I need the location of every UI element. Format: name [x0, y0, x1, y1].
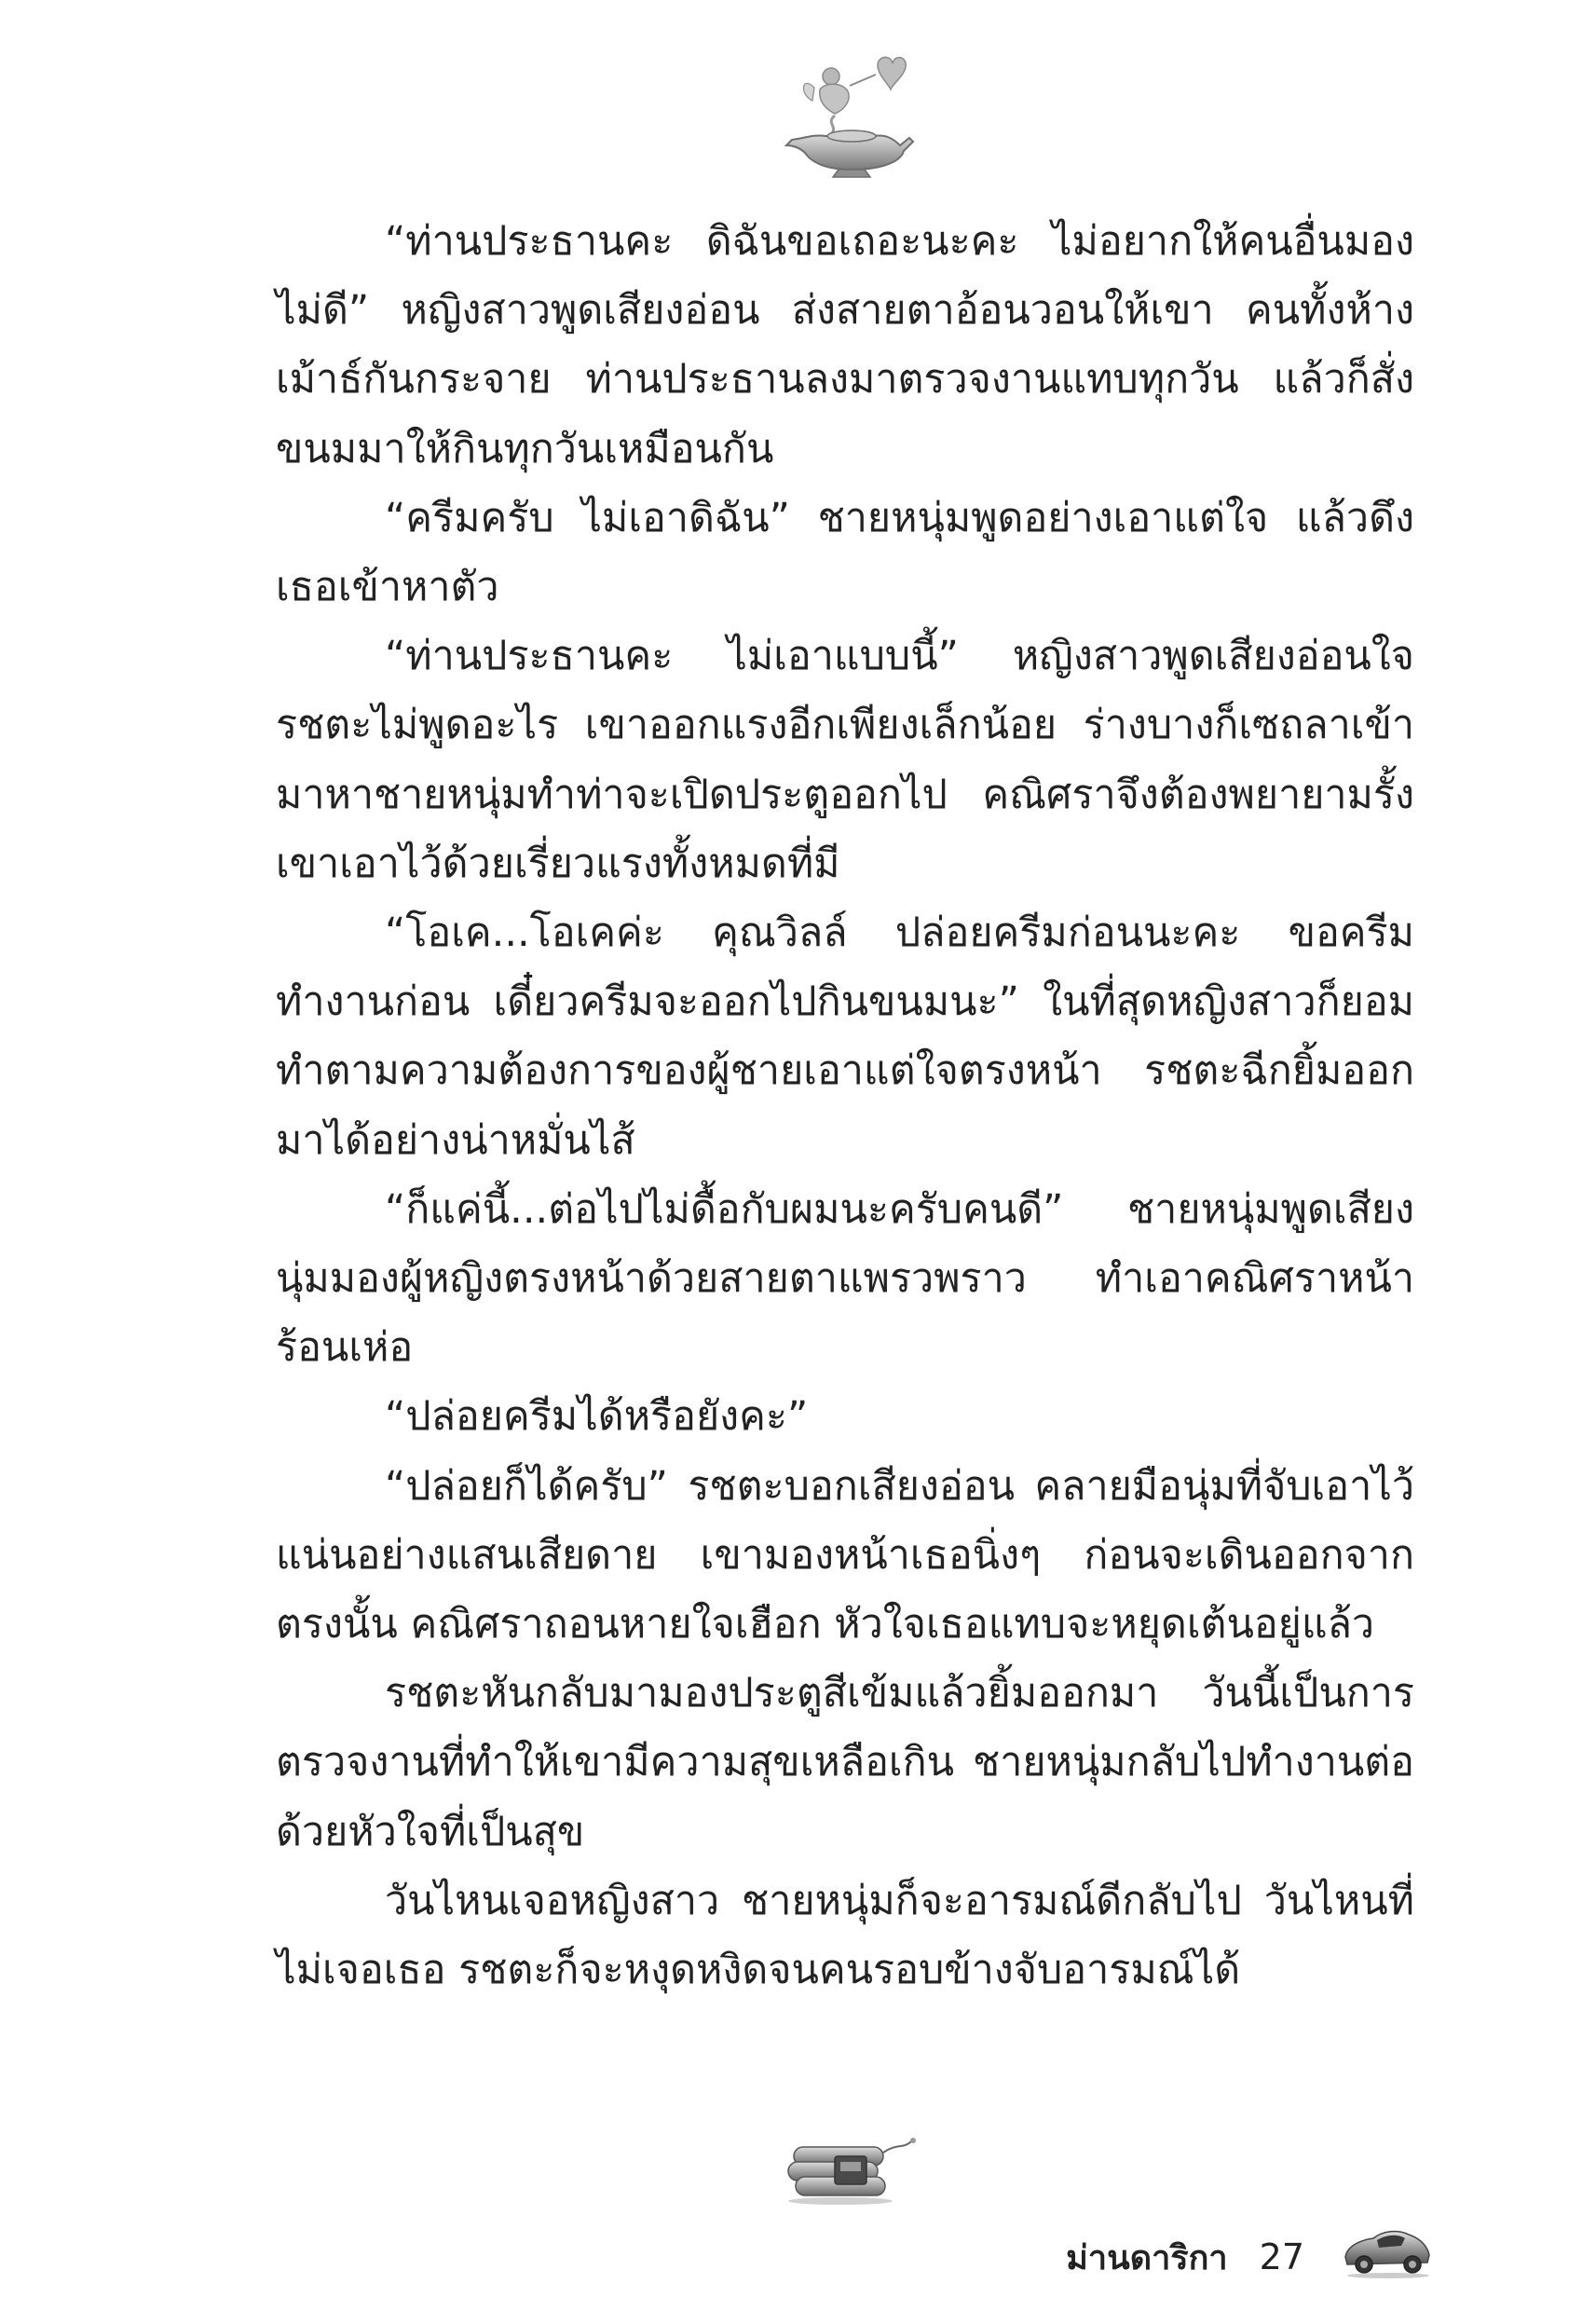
- paragraph: “ก็แค่นี้...ต่อไปไม่ดื้อกับผมนะครับคนดี” ชายหนุ่มพูดเสียงนุ่มมองผู้หญิงตรงหน้าด้วยสายตาแพรวพราว ทำเอาคณิศราหน้าร้อนเห่อ: [276, 1185, 1414, 1372]
- author-name: ม่านดาริกา: [1066, 2238, 1228, 2277]
- paragraph: “ครีมครับ ไม่เอาดิฉัน” ชายหนุ่มพูดอย่างเอาแต่ใจ แล้วดึงเธอเข้าหาตัว: [276, 494, 1414, 611]
- bomb-icon: [775, 2134, 924, 2207]
- page-number: 27: [1259, 2236, 1304, 2277]
- genie-lamp-icon: [773, 48, 922, 179]
- paragraph: “ท่านประธานคะ ไม่เอาแบบนี้” หญิงสาวพูดเสียงอ่อนใจ รชตะไม่พูดอะไร เขาออกแรงอีกเพียงเล็กน้อย ร่างบางก็เซถลาเข้ามาหาชายหนุ่มทำท่าจะเปิดประตูออกไป คณิศราจึงต้องพยายามรั้งเขาเอาไว้ด้วยเรี่ยวแรงทั้งหมดที่มี: [276, 633, 1414, 887]
- paragraph: “ปล่อยก็ได้ครับ” รชตะบอกเสียงอ่อน คลายมือนุ่มที่จับเอาไว้แน่นอย่างแสนเสียดาย เขามองหน้าเธอนิ่งๆ ก่อนจะเดินออกจากตรงนั้น คณิศราถอนหายใจเฮือก หัวใจเธอแทบจะหยุดเต้นอยู่แล้ว: [276, 1462, 1414, 1648]
- paragraph: “ปล่อยครีมได้หรือยังคะ”: [385, 1393, 809, 1441]
- paragraph: “ท่านประธานคะ ดิฉันขอเถอะนะคะ ไม่อยากให้คนอื่นมองไม่ดี” หญิงสาวพูดเสียงอ่อน ส่งสายตาอ้อนวอนให้เขา คนทั้งห้างเม้าธ์กันกระจาย ท่านประธานลงมาตรวจงานแทบทุกวัน แล้วก็สั่งขนมมาให้กินทุกวันเหมือนกัน: [276, 218, 1414, 472]
- car-icon: [1340, 2220, 1433, 2279]
- paragraph: รชตะหันกลับมามองประตูสีเข้มแล้วยิ้มออกมา วันนี้เป็นการตรวจงานที่ทำให้เขามีความสุขเหลือเกิน ชายหนุ่มกลับไปทำงานต่อด้วยหัวใจที่เป็นสุข: [276, 1670, 1414, 1855]
- paragraph: “โอเค...โอเคค่ะ คุณวิลล์ ปล่อยครีมก่อนนะคะ ขอครีมทำงานก่อน เดี๋ยวครีมจะออกไปกินขนมนะ” ในที่สุดหญิงสาวก็ยอมทำตามความต้องการของผู้ชายเอาแต่ใจตรงหน้า รชตะฉีกยิ้มออกมาได้อย่างน่าหมั่นไส้: [276, 909, 1414, 1164]
- paragraph: วันไหนเจอหญิงสาว ชายหนุ่มก็จะอารมณ์ดีกลับไป วันไหนที่ไม่เจอเธอ รชตะก็จะหงุดหงิดจนคนรอบข้างจับอารมณ์ได้: [276, 1877, 1414, 1994]
- page-footer: [1066, 2231, 1304, 2283]
- body-text: [276, 207, 1414, 2004]
